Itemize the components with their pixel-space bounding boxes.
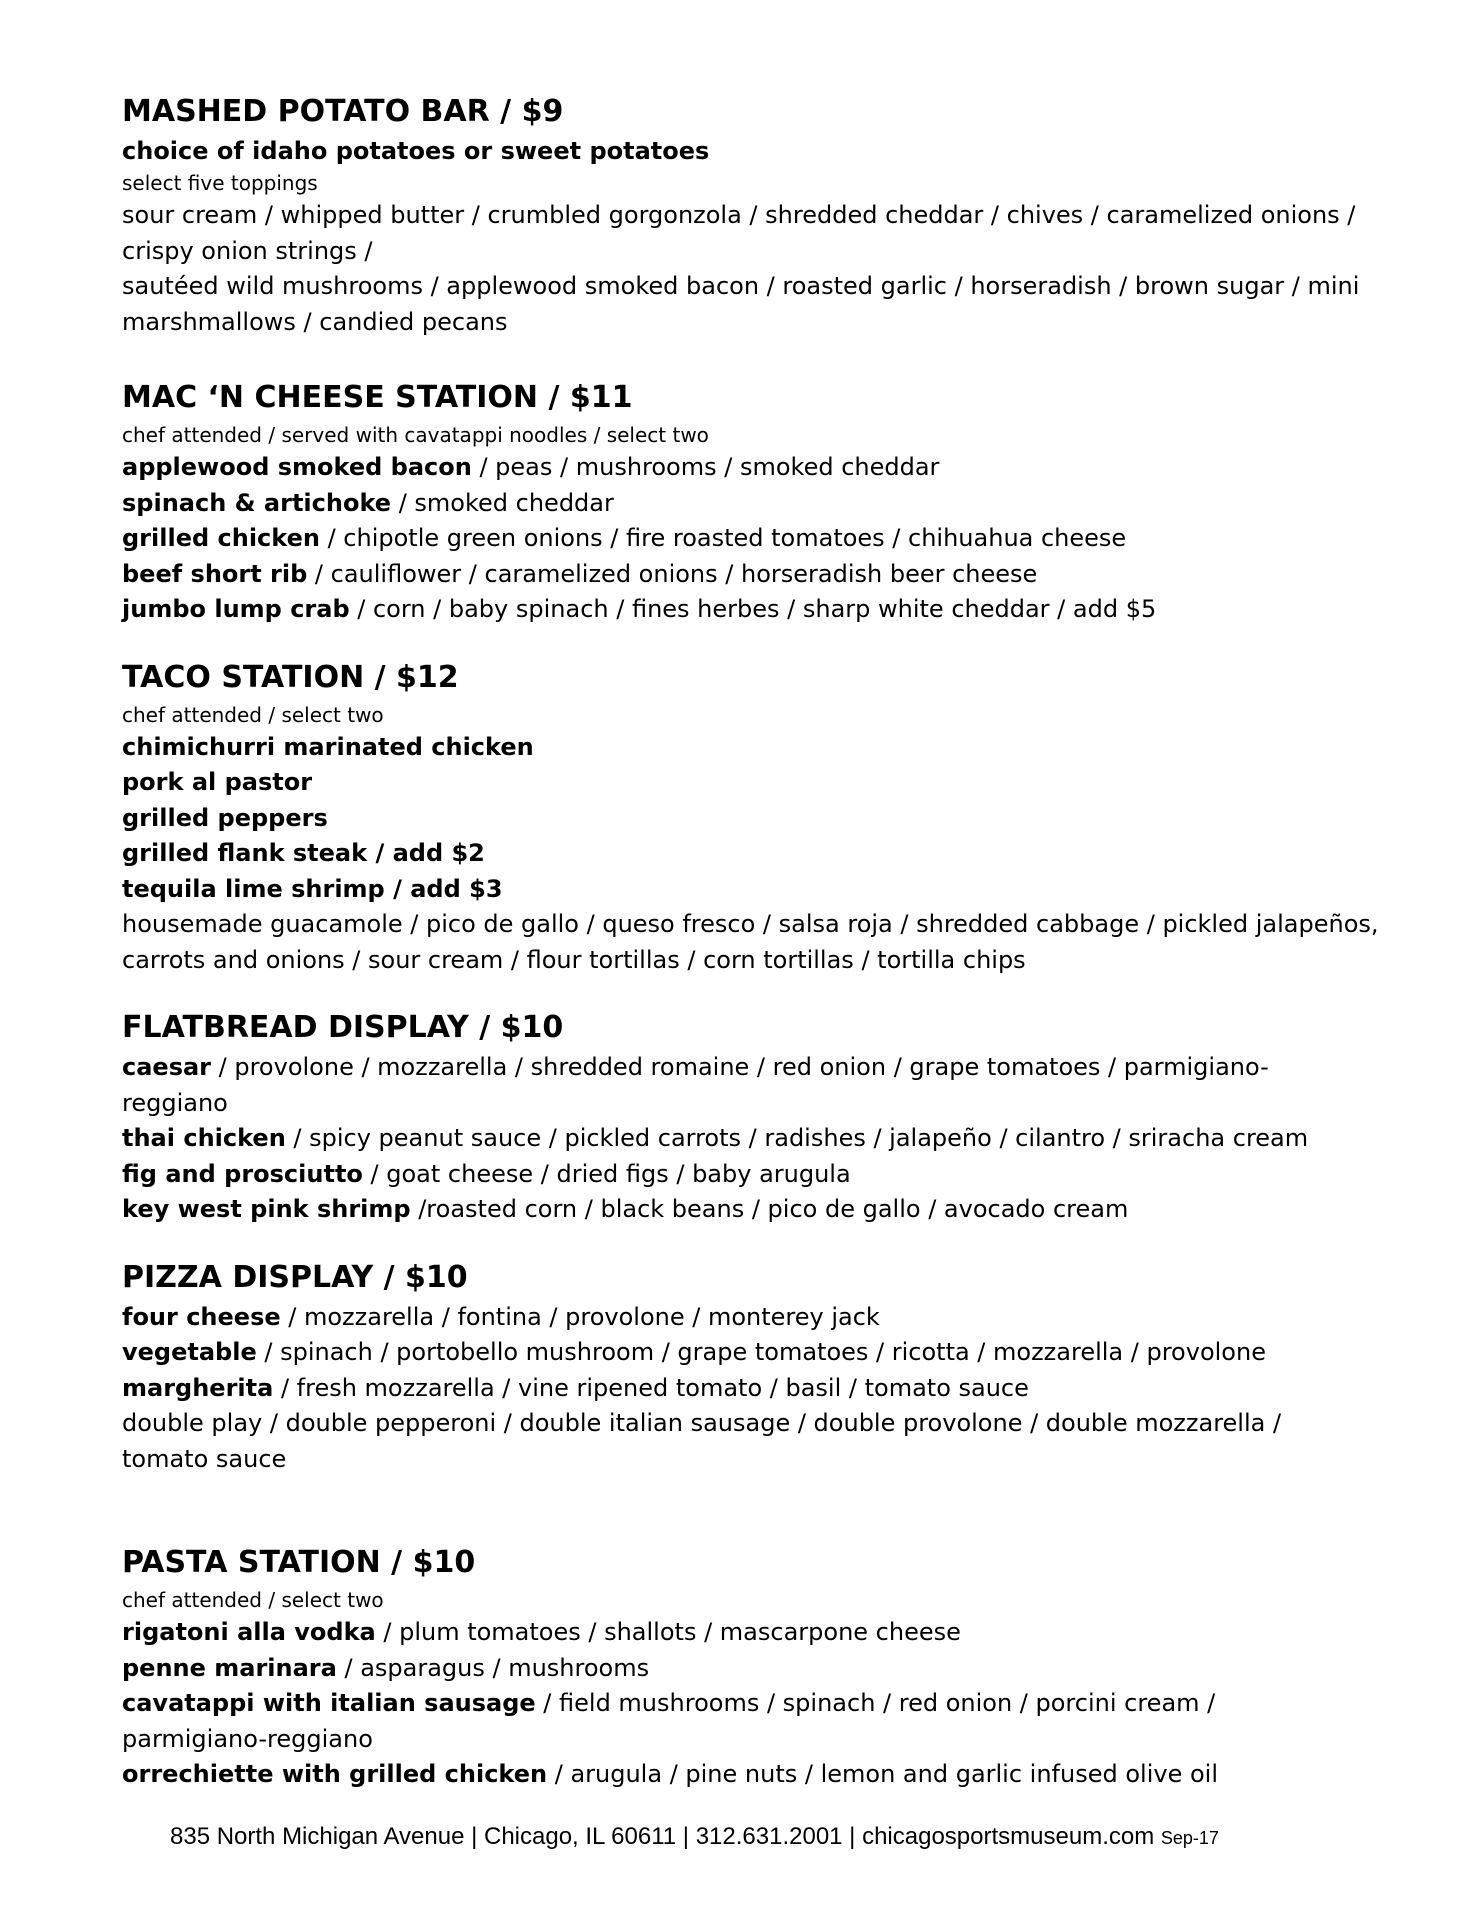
menu-line: penne marinara / asparagus / mushrooms <box>122 1653 650 1682</box>
section-taco-station <box>122 658 1382 979</box>
menu-line: cavatappi with italian sausage / field mushrooms / spinach / red onion / porcini cream / <box>122 1689 1216 1717</box>
section-title: PIZZA DISPLAY / $10 <box>122 1259 468 1295</box>
menu-line: key west pink shrimp /roasted corn / black beans / pico de gallo / avocado cream <box>122 1195 1129 1223</box>
menu-page <box>122 92 1382 1831</box>
menu-line: parmigiano-reggiano <box>122 1724 373 1753</box>
menu-line: grilled chicken / chipotle green onions / fire roasted tomatoes / chihuahua cheese <box>122 524 1127 552</box>
menu-line: sour cream / whipped butter / crumbled gorgonzola / shredded cheddar / chives / caramelized onions / <box>122 201 1356 229</box>
section-flatbread-display <box>122 1008 1382 1228</box>
menu-line: pork al pastor <box>122 768 313 796</box>
menu-line: jumbo lump crab / corn / baby spinach / fines herbes / sharp white cheddar / add $5 <box>122 595 1157 623</box>
section-mashed-potato-bar <box>122 92 1382 340</box>
menu-line: applewood smoked bacon / peas / mushrooms / smoked cheddar <box>122 453 940 481</box>
section-title: TACO STATION / $12 <box>122 659 459 695</box>
section-mac-n-cheese-station <box>122 378 1382 628</box>
footer-address: 835 North Michigan Avenue | Chicago, IL 60611 | 312.631.2001 | chicagosportsmuseum.com <box>170 1823 1155 1850</box>
section-note: chef attended / select two <box>122 702 384 727</box>
menu-line: caesar / provolone / mozzarella / shredded romaine / red onion / grape tomatoes / parmigiano- <box>122 1053 1269 1081</box>
section-title: PASTA STATION / $10 <box>122 1545 476 1580</box>
menu-line: chimichurri marinated chicken <box>122 732 534 761</box>
page-footer <box>170 1822 1370 1853</box>
menu-line: housemade guacamole / pico de gallo / queso fresco / salsa roja / shredded cabbage / pickled jalapeños, <box>122 910 1379 938</box>
menu-line: four cheese / mozzarella / fontina / provolone / monterey jack <box>122 1302 880 1331</box>
section-subtitle: choice of idaho potatoes or sweet potatoes <box>122 137 710 165</box>
menu-line: double play / double pepperoni / double italian sausage / double provolone / double mozzarella / <box>122 1409 1282 1437</box>
section-title: MAC ‘N CHEESE STATION / $11 <box>122 380 633 415</box>
menu-line: sautéed wild mushrooms / applewood smoked bacon / roasted garlic / horseradish / brown sugar / mini <box>122 272 1360 300</box>
menu-line: spinach & artichoke / smoked cheddar <box>122 488 614 517</box>
menu-line: carrots and onions / sour cream / flour tortillas / corn tortillas / tortilla chips <box>122 945 1026 974</box>
section-pizza-display <box>122 1258 1382 1478</box>
section-title: FLATBREAD DISPLAY / $10 <box>122 1010 564 1045</box>
menu-line: rigatoni alla vodka / plum tomatoes / shallots / mascarpone cheese <box>122 1618 961 1646</box>
menu-line: orrechiette with grilled chicken / arugula / pine nuts / lemon and garlic infused olive oil <box>122 1760 1218 1788</box>
menu-line: beef short rib / cauliflower / caramelized onions / horseradish beer cheese <box>122 559 1038 588</box>
section-note: select five toppings <box>122 171 318 195</box>
menu-line: reggiano <box>122 1088 228 1117</box>
menu-line: thai chicken / spicy peanut sauce / pickled carrots / radishes / jalapeño / cilantro / sriracha cream <box>122 1124 1309 1152</box>
menu-line: marshmallows / candied pecans <box>122 307 508 336</box>
menu-line: fig and prosciutto / goat cheese / dried figs / baby arugula <box>122 1159 851 1188</box>
menu-line: tequila lime shrimp / add $3 <box>122 874 503 903</box>
menu-line: crispy onion strings / <box>122 236 373 265</box>
section-title: MASHED POTATO BAR / $9 <box>122 94 564 129</box>
menu-line: grilled flank steak / add $2 <box>122 839 485 867</box>
menu-line: grilled peppers <box>122 803 328 832</box>
menu-line: vegetable / spinach / portobello mushroom / grape tomatoes / ricotta / mozzarella / provolone <box>122 1338 1266 1366</box>
section-note: chef attended / select two <box>122 1588 384 1612</box>
menu-line: margherita / fresh mozzarella / vine ripened tomato / basil / tomato sauce <box>122 1373 1029 1402</box>
footer-date: Sep-17 <box>1160 1828 1219 1848</box>
menu-line: tomato sauce <box>122 1444 287 1473</box>
section-note: chef attended / served with cavatappi noodles / select two <box>122 423 709 447</box>
section-pasta-station <box>122 1543 1382 1793</box>
